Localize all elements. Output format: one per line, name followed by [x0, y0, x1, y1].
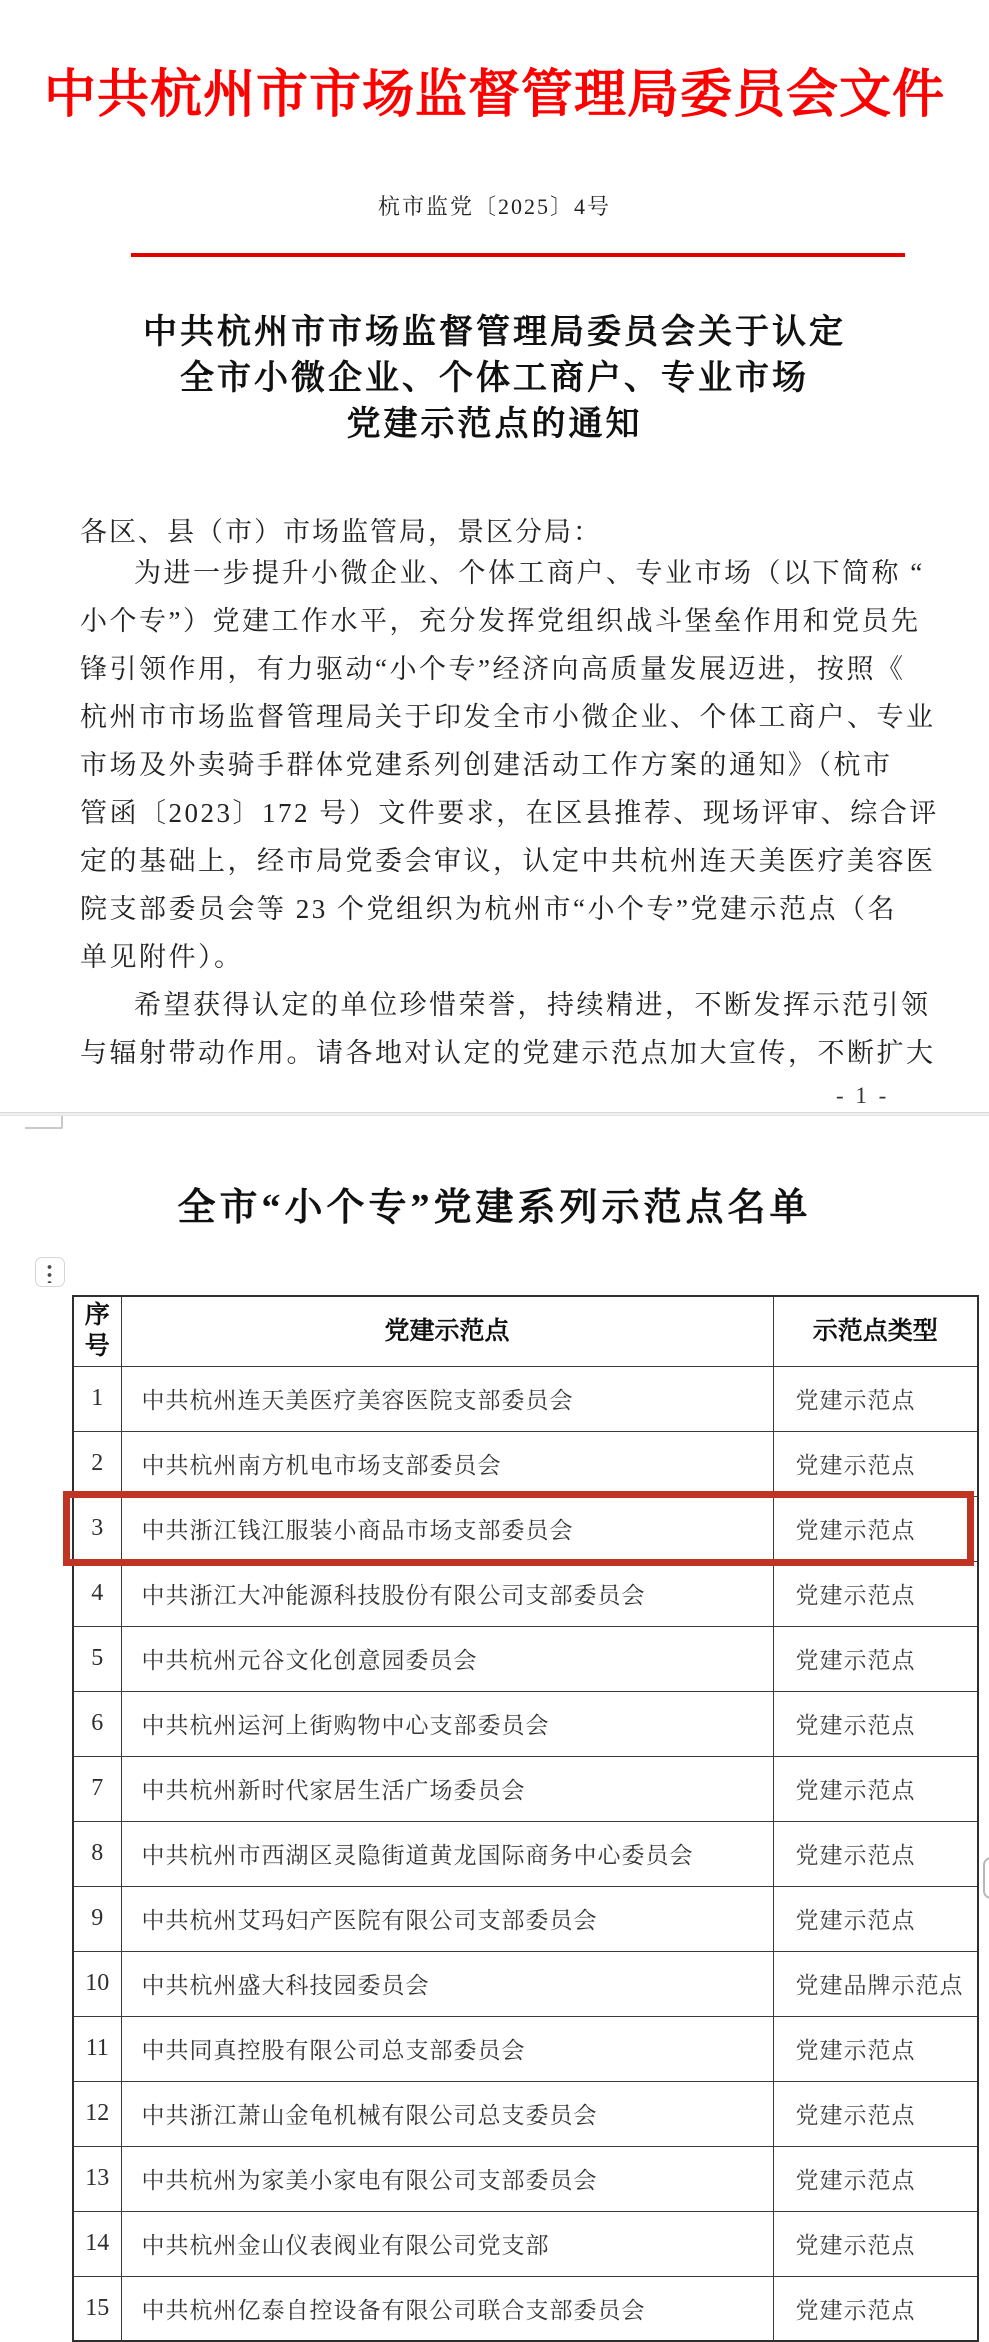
header-cell-type: 示范点类型 — [773, 1296, 978, 1366]
table-cell-type: 党建品牌示范点 — [773, 1951, 978, 2016]
header-cell-no: 序号 — [73, 1296, 121, 1366]
table-cell-no: 10 — [73, 1951, 121, 2016]
table-cell-type: 党建示范点 — [773, 1886, 978, 1951]
demo-points-table — [72, 1295, 979, 2342]
table-row — [73, 1691, 978, 1756]
table-row — [73, 1886, 978, 1951]
table-row — [73, 1756, 978, 1821]
table-cell-no: 4 — [73, 1561, 121, 1626]
text-line: 市场及外卖骑手群体党建系列创建活动工作方案的通知》（杭市 — [80, 750, 893, 780]
table-cell-no: 7 — [73, 1756, 121, 1821]
corner-bracket-icon — [25, 1116, 63, 1129]
table-cell-type: 党建示范点 — [773, 1366, 978, 1431]
text-line: 中共杭州市市场监督管理局委员会关于认定 — [143, 314, 846, 351]
table-cell-type: 党建示范点 — [773, 1691, 978, 1756]
table-cell-type: 党建示范点 — [773, 2016, 978, 2081]
table-cell-no: 14 — [73, 2211, 121, 2276]
text-line: 定的基础上，经市局党委会审议，认定中共杭州连天美医疗美容医 — [80, 846, 936, 876]
header-cell-org: 党建示范点 — [121, 1296, 773, 1366]
table-cell-org: 中共杭州金山仪表阀业有限公司党支部 — [121, 2211, 773, 2276]
table-row — [73, 2276, 978, 2341]
table-cell-no: 3 — [73, 1496, 121, 1561]
table-row — [73, 2016, 978, 2081]
drag-dots-icon — [44, 1262, 56, 1283]
table-cell-type: 党建示范点 — [773, 1431, 978, 1496]
text-line: 管函〔2023〕172 号）文件要求，在区县推荐、现场评审、综合评 — [80, 798, 939, 828]
table-cell-org: 中共杭州盛大科技园委员会 — [121, 1951, 773, 2016]
document-number: 杭市监党〔2025〕4号 — [377, 194, 611, 219]
table-cell-org: 中共杭州亿泰自控设备有限公司联合支部委员会 — [121, 2276, 773, 2341]
table-cell-type: 党建示范点 — [773, 2081, 978, 2146]
table-cell-no: 2 — [73, 1431, 121, 1496]
table-cell-org: 中共杭州艾玛妇产医院有限公司支部委员会 — [121, 1886, 773, 1951]
table-cell-org: 中共杭州新时代家居生活广场委员会 — [121, 1756, 773, 1821]
text-line: 为进一步提升小微企业、个体工商户、专业市场（以下简称 “ — [134, 558, 925, 588]
table-cell-type: 党建示范点 — [773, 2211, 978, 2276]
table-row — [73, 1951, 978, 2016]
table-row — [73, 1626, 978, 1691]
table-row — [73, 1821, 978, 1886]
table-cell-no: 1 — [73, 1366, 121, 1431]
paragraph-2 — [80, 981, 936, 1077]
page-separator — [0, 1112, 989, 1116]
table-cell-no: 5 — [73, 1626, 121, 1691]
table-cell-org: 中共浙江钱江服装小商品市场支部委员会 — [121, 1496, 773, 1561]
table-cell-no: 11 — [73, 2016, 121, 2081]
table-cell-org: 中共杭州元谷文化创意园委员会 — [121, 1626, 773, 1691]
table-cell-no: 15 — [73, 2276, 121, 2341]
table-cell-no: 6 — [73, 1691, 121, 1756]
demo-table-body — [73, 1366, 978, 2341]
table-cell-org: 中共杭州连天美医疗美容医院支部委员会 — [121, 1366, 773, 1431]
table-cell-type: 党建示范点 — [773, 1626, 978, 1691]
table-cell-org: 中共杭州运河上街购物中心支部委员会 — [121, 1691, 773, 1756]
table-row — [73, 2081, 978, 2146]
table-row — [73, 1561, 978, 1626]
text-line: 全市小微企业、个体工商户、专业市场 — [180, 360, 809, 397]
table-cell-type: 党建示范点 — [773, 1821, 978, 1886]
table-cell-type: 党建示范点 — [773, 2276, 978, 2341]
table-header-row — [73, 1296, 978, 1366]
text-line: 小个专”）党建工作水平，充分发挥党组织战斗堡垒作用和党员先 — [80, 606, 921, 636]
table-cell-org: 中共杭州市西湖区灵隐街道黄龙国际商务中心委员会 — [121, 1821, 773, 1886]
table-cell-type: 党建示范点 — [773, 1496, 978, 1561]
document-masthead-title: 中共杭州市市场监督管理局委员会文件 — [43, 67, 945, 124]
red-rule-divider — [131, 253, 905, 257]
table-row — [73, 1366, 978, 1431]
table-cell-org: 中共浙江萧山金龟机械有限公司总支委员会 — [121, 2081, 773, 2146]
table-cell-org: 中共浙江大冲能源科技股份有限公司支部委员会 — [121, 1561, 773, 1626]
page-number: - 1 - — [836, 1083, 890, 1108]
table-cell-org: 中共杭州南方机电市场支部委员会 — [121, 1431, 773, 1496]
table-cell-type: 党建示范点 — [773, 2146, 978, 2211]
table-row — [73, 2146, 978, 2211]
table-row — [73, 2211, 978, 2276]
table-cell-type: 党建示范点 — [773, 1561, 978, 1626]
table-cell-org: 中共杭州为家美小家电有限公司支部委员会 — [121, 2146, 773, 2211]
salutation-line: 各区、县（市）市场监管局，景区分局： — [80, 517, 602, 547]
table-row — [73, 1431, 978, 1496]
scrollbar-thumb[interactable] — [983, 1857, 989, 1899]
text-line: 与辐射带动作用。请各地对认定的党建示范点加大宣传，不断扩大 — [80, 1038, 936, 1068]
table-cell-no: 13 — [73, 2146, 121, 2211]
attachment-title: 全市“小个专”党建系列示范点名单 — [177, 1187, 812, 1229]
drag-handle-button[interactable] — [35, 1257, 65, 1287]
paragraph-1 — [80, 549, 939, 981]
document-title — [0, 310, 989, 448]
table-cell-no: 12 — [73, 2081, 121, 2146]
text-line: 党建示范点的通知 — [346, 406, 643, 443]
table-row-highlighted — [73, 1496, 978, 1561]
table-cell-no: 9 — [73, 1886, 121, 1951]
text-line: 希望获得认定的单位珍惜荣誉，持续精进，不断发挥示范引领 — [134, 990, 931, 1020]
text-line: 锋引领作用，有力驱动“小个专”经济向高质量发展迈进，按照《 — [80, 654, 906, 684]
text-line: 单见附件）。 — [80, 942, 244, 972]
text-line: 杭州市市场监督管理局关于印发全市小微企业、个体工商户、专业 — [80, 702, 936, 732]
table-cell-org: 中共同真控股有限公司总支部委员会 — [121, 2016, 773, 2081]
table-cell-type: 党建示范点 — [773, 1756, 978, 1821]
text-line: 院支部委员会等 23 个党组织为杭州市“小个专”党建示范点（名 — [80, 894, 897, 924]
table-cell-no: 8 — [73, 1821, 121, 1886]
